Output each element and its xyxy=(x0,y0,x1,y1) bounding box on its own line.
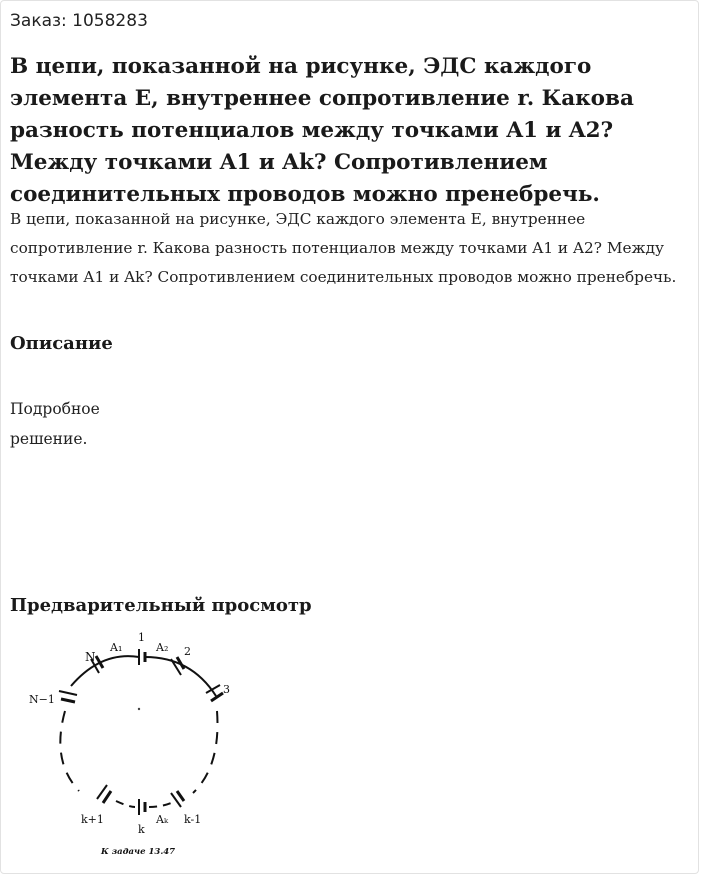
description-text xyxy=(10,394,210,454)
center-dot xyxy=(138,708,140,710)
circuit-figure xyxy=(21,621,281,871)
label-n-minus-1: N−1 xyxy=(29,693,55,706)
cell-k-minus-1 xyxy=(171,791,184,807)
description-line-1: Подробное xyxy=(10,400,100,418)
label-k-plus-1: k+1 xyxy=(81,813,104,826)
label-2: 2 xyxy=(184,645,191,658)
order-number: Заказ: 1058283 xyxy=(10,11,148,31)
label-k: k xyxy=(138,823,145,836)
circuit-wire-top-left xyxy=(71,656,139,686)
label-1: 1 xyxy=(138,631,145,644)
cell-k xyxy=(139,799,145,815)
description-heading: Описание xyxy=(10,333,113,354)
cell-n-minus-1 xyxy=(59,691,77,702)
label-a2: A₂ xyxy=(156,641,169,654)
label-k-minus-1: k-1 xyxy=(184,813,202,826)
cell-2 xyxy=(171,657,184,675)
task-title: В цепи, показанной на рисунке, ЭДС каждого элемента E, внутреннее сопротивление r. Какова разность потенциалов между точками A1 и A2? Между точками A1 и Ak? Сопротивлением соединительных проводов можно пренебречь. xyxy=(10,54,634,207)
preview-heading: Предварительный просмотр xyxy=(10,595,312,616)
circuit-wire-right xyxy=(193,711,218,793)
circuit-wire-bottom-right xyxy=(149,803,171,807)
circuit-wire-bottom-left xyxy=(116,801,135,807)
cell-k-plus-1 xyxy=(97,785,111,803)
figure-caption: К задаче 13.47 xyxy=(101,847,176,857)
task-text: В цепи, показанной на рисунке, ЭДС каждого элемента E, внутреннее сопротивление r. Какова разность потенциалов между точками A1 и A2? Между точками A1 и Ak? Сопротивлением соединительных проводов можно пренебречь. xyxy=(10,210,677,286)
circuit-wire-left xyxy=(60,711,79,791)
cell-1 xyxy=(139,649,145,665)
label-n: N xyxy=(85,650,96,664)
description-line-2: решение. xyxy=(10,430,88,448)
label-ak: Aₖ xyxy=(156,813,168,826)
label-3: 3 xyxy=(223,683,230,696)
label-a1: A₁ xyxy=(110,641,123,654)
